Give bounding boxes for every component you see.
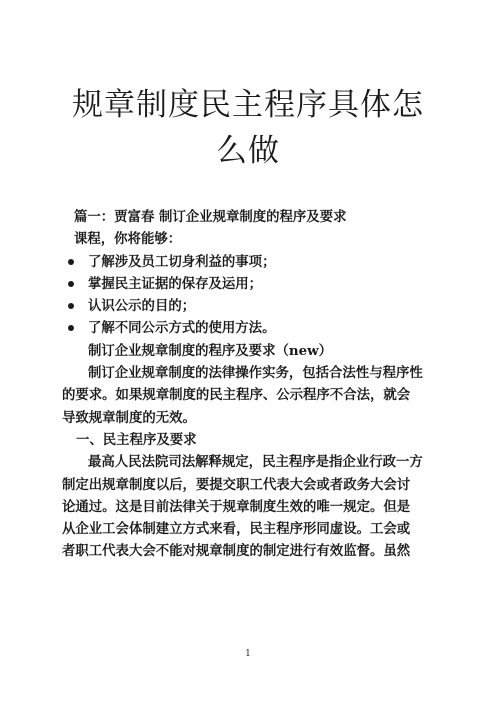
paragraph-line: 的要求。如果规章制度的民主程序、公示程序不合法，就会 — [62, 387, 411, 404]
list-item — [62, 295, 434, 317]
paragraph-1 — [62, 362, 434, 429]
list-item — [62, 273, 434, 295]
title-line-1: 规章制度民主程序具体怎 — [72, 87, 424, 123]
list-item-text: 认识公示的目的； — [88, 298, 196, 315]
subtitle: 制订企业规章制度的程序及要求（new） — [88, 342, 333, 359]
bullet-icon — [68, 325, 74, 331]
document-title — [60, 82, 436, 174]
paragraph-line: 者职工代表大会不能对规章制度的制定进行有效监督。虽然 — [62, 543, 411, 560]
bullet-icon — [68, 303, 74, 309]
list-item-text: 了解不同公示方式的使用方法。 — [88, 320, 276, 337]
paragraph-line: 最高人民法院司法解释规定，民主程序是指企业行政一方 — [88, 454, 423, 471]
paragraph-line: 制订企业规章制度的法律操作实务，包括合法性与程序性 — [88, 365, 423, 382]
list-item — [62, 317, 434, 339]
paragraph-line: 导致规章制度的无效。 — [62, 409, 196, 426]
paragraph-2 — [62, 451, 434, 562]
list-item — [62, 251, 434, 273]
bullet-icon — [68, 259, 74, 265]
list-item-text: 掌握民主证据的保存及运用； — [88, 275, 263, 292]
title-line-2: 么做 — [216, 133, 280, 169]
bullet-icon — [68, 281, 74, 287]
paragraph-line: 论通过。这是目前法律关于规章制度生效的唯一规定。但是 — [62, 498, 411, 515]
paragraph-line: 制定出规章制度以后，要提交职工代表大会或者政务大会讨 — [62, 476, 411, 493]
page-number: 1 — [245, 649, 251, 659]
list-item-text: 了解涉及员工切身利益的事项； — [88, 253, 276, 270]
paragraph-line: 从企业工会体制建立方式来看，民主程序形同虚设。工会或 — [62, 521, 411, 538]
section-heading: 篇一：贾富春 制订企业规章制度的程序及要求 — [74, 209, 347, 225]
objectives-list — [62, 251, 434, 340]
course-intro: 课程，你将能够： — [74, 231, 182, 248]
section-1-heading: 一、民主程序及要求 — [76, 431, 197, 448]
document-body — [62, 206, 434, 563]
